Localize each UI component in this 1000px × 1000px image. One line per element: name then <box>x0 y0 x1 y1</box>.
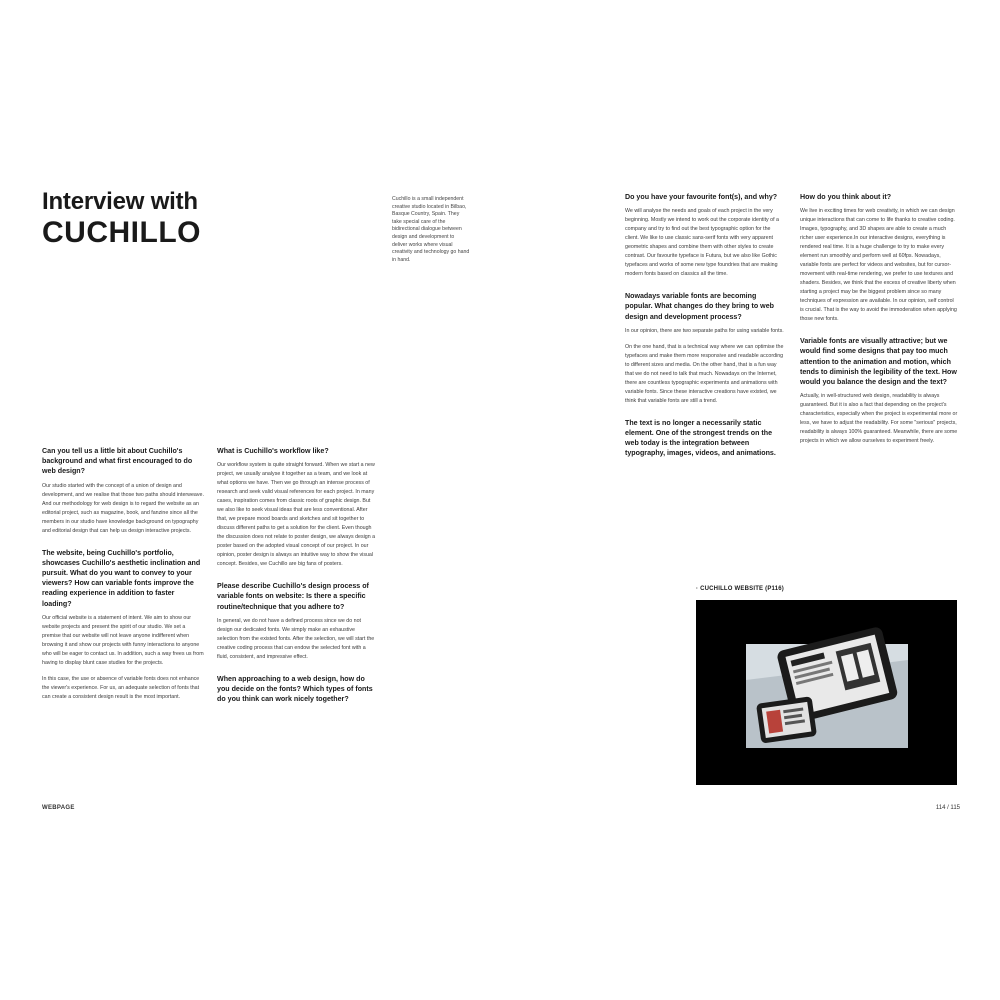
answer: Our workflow system is quite straight forward. When we start a new project, we usually analyse it together as a team, and we look at what options we have. Then we go through an intense process of research and seek valid visual references for each project. In many cases, inspiration comes from classic roots of graphic design. But we also like to seek visual ideas that are less conventional. After that, we prepare mood boards and sketches and sit together to discuss different paths to get a solution for the client. Even though the discussion does not relate to poster design, we always design a poster based on the adopted visual concept of our project. In our opinion, poster design is always an intuitive way to show the visual concept. Besides, we Cuchillo are big fans of posters. <box>217 462 376 568</box>
question: Do you have your favourite font(s), and why? <box>625 193 778 201</box>
answer: Our official website is a statement of intent. We aim to show our website projects and present the spirit of our studio. We set a premise that our website will not leave anyone indifferent when browsing it and show our projects with funny interactions to anyone who will be eager to contact us. In addition, such a way frees us from having to display blunt case studies for the projects. <box>42 614 204 666</box>
question: The text is no longer a necessarily static element. One of the strongest trends on the web today is the integration between typography, images, videos, and animations. <box>625 418 776 458</box>
question: Can you tell us a little bit about Cuchillo's background and what first encouraged to do web design? <box>42 447 193 476</box>
column-4 <box>800 192 958 453</box>
tablet-small <box>756 696 817 743</box>
question: Please describe Cuchillo's design process of variable fonts on website: Is there a specific routine/technique that you adhere to? <box>217 582 369 611</box>
answer: In our opinion, there are two separate paths for using variable fonts. <box>625 327 784 334</box>
section-label: WEBPAGE <box>42 805 75 811</box>
column-2 <box>217 446 377 709</box>
answer: Actually, in well-structured web design, readability is always guaranteed. But it is also a fact that depending on the project's characteristics, especially when the project is experimental more or less, we have to adjust the readability. For some "serious" projects, readability is always 100% guaranteed. Meanwhile, there are some projects in which we allow ourselves to experiment freely. <box>800 393 958 445</box>
answer: In this case, the use or absence of variable fonts does not enhance the viewer's experience. For us, an adequate selection of fonts that can create a consistent design result is the most important. <box>42 675 200 700</box>
page-numbers: 114 / 115 <box>935 805 960 811</box>
column-3 <box>625 192 785 464</box>
article-title <box>42 190 342 248</box>
answer: We will analyse the needs and goals of each project in the very beginning. Mostly we intend to work out the corporate identity of a company and try to find out the best typographic option for the client. We like to use classic sans-serif fonts with very apparent geometric shapes and combine them with other styles to create contrast. Our favourite typeface is Futura, but we also like Gothic typefaces and works of some new type foundries that are making modern fonts based on classics all the time. <box>625 208 779 278</box>
answer: Our studio started with the concept of a union of design and development, and we realise that those two paths should interweave. And our methodology for web design is to regard the website as an editorial project, such as magazine, book, and fanzine since all the members in our studio have knowledge background on typography and editorial design that can help us design interactive projects. <box>42 482 204 534</box>
question: When approaching to a web design, how do you decide on the fonts? Which types of fonts do you think can work nicely together? <box>217 674 373 704</box>
question: The website, being Cuchillo's portfolio, showcases Cuchillo's aesthetic inclination and pursuit. What do you want to convey to your viewers? How can variable fonts improve the reading experience in addition to faster loading? <box>42 548 201 608</box>
website-photo <box>696 600 957 785</box>
tablet-illustration <box>696 600 957 785</box>
question: How do you think about it? <box>800 193 892 201</box>
title-line-2: CUCHILLO <box>42 216 201 249</box>
image-caption: · CUCHILLO WEBSITE (P116) <box>696 586 785 592</box>
answer: In general, we do not have a defined process since we do not design our dedicated fonts. We simply make an exhaustive selection from the existed fonts. After the selection, we will start the creative coding process that can endow the selected font with a fluid, consistent, and impressive effect. <box>217 617 375 660</box>
answer: We live in exciting times for web creativity, in which we can design unique interactions that can come to life thanks to creative coding. Images, typography, and 3D shapes are able to create a much richer user experience.In our interactive designs, everything is rendered real time. It is a huge challenge to try to make every element run smoothly and perform well at 60fps. Nowadays, variable fonts are perfect for videos and websites, but for cursor-movement with real-time rendering, we prefer to use textures and shaders. Besides, we think that the excess of creative liberty when starting a project may be the biggest problem since so many techniques of expression are available. In our opinion, self control is crucial. That is the way to avoid the immoderation when applying those new fonts. <box>800 208 957 323</box>
title-line-1: Interview with <box>42 188 198 215</box>
intro-text: Cuchillo is a small independent creative studio located in Bilbao, Basque Country, Spain. They take special care of the bidirectional dialogue between design and development to deliver works where visual creativity and technology go hand in hand. <box>392 196 470 263</box>
column-1 <box>42 446 204 709</box>
question: What is Cuchillo's workflow like? <box>217 447 329 455</box>
answer: On the one hand, that is a technical way where we can optimise the typefaces and make them more responsive and readable according to different sizes and media. On the other hand, that is a fun way that we do not need to talk that much. Nowadays on the Internet, there are countless typographic experiments and animations with variable fonts. Since these interactive creations have existed, we think that variable fonts are still a trend. <box>625 343 784 404</box>
question: Variable fonts are visually attractive; but we would find some designs that pay too much attention to the animation and motion, which tends to diminish the legibility of the text. How would you balance the design and the text? <box>800 337 957 387</box>
question: Nowadays variable fonts are becoming popular. What changes do they bring to web design and development process? <box>625 292 774 321</box>
